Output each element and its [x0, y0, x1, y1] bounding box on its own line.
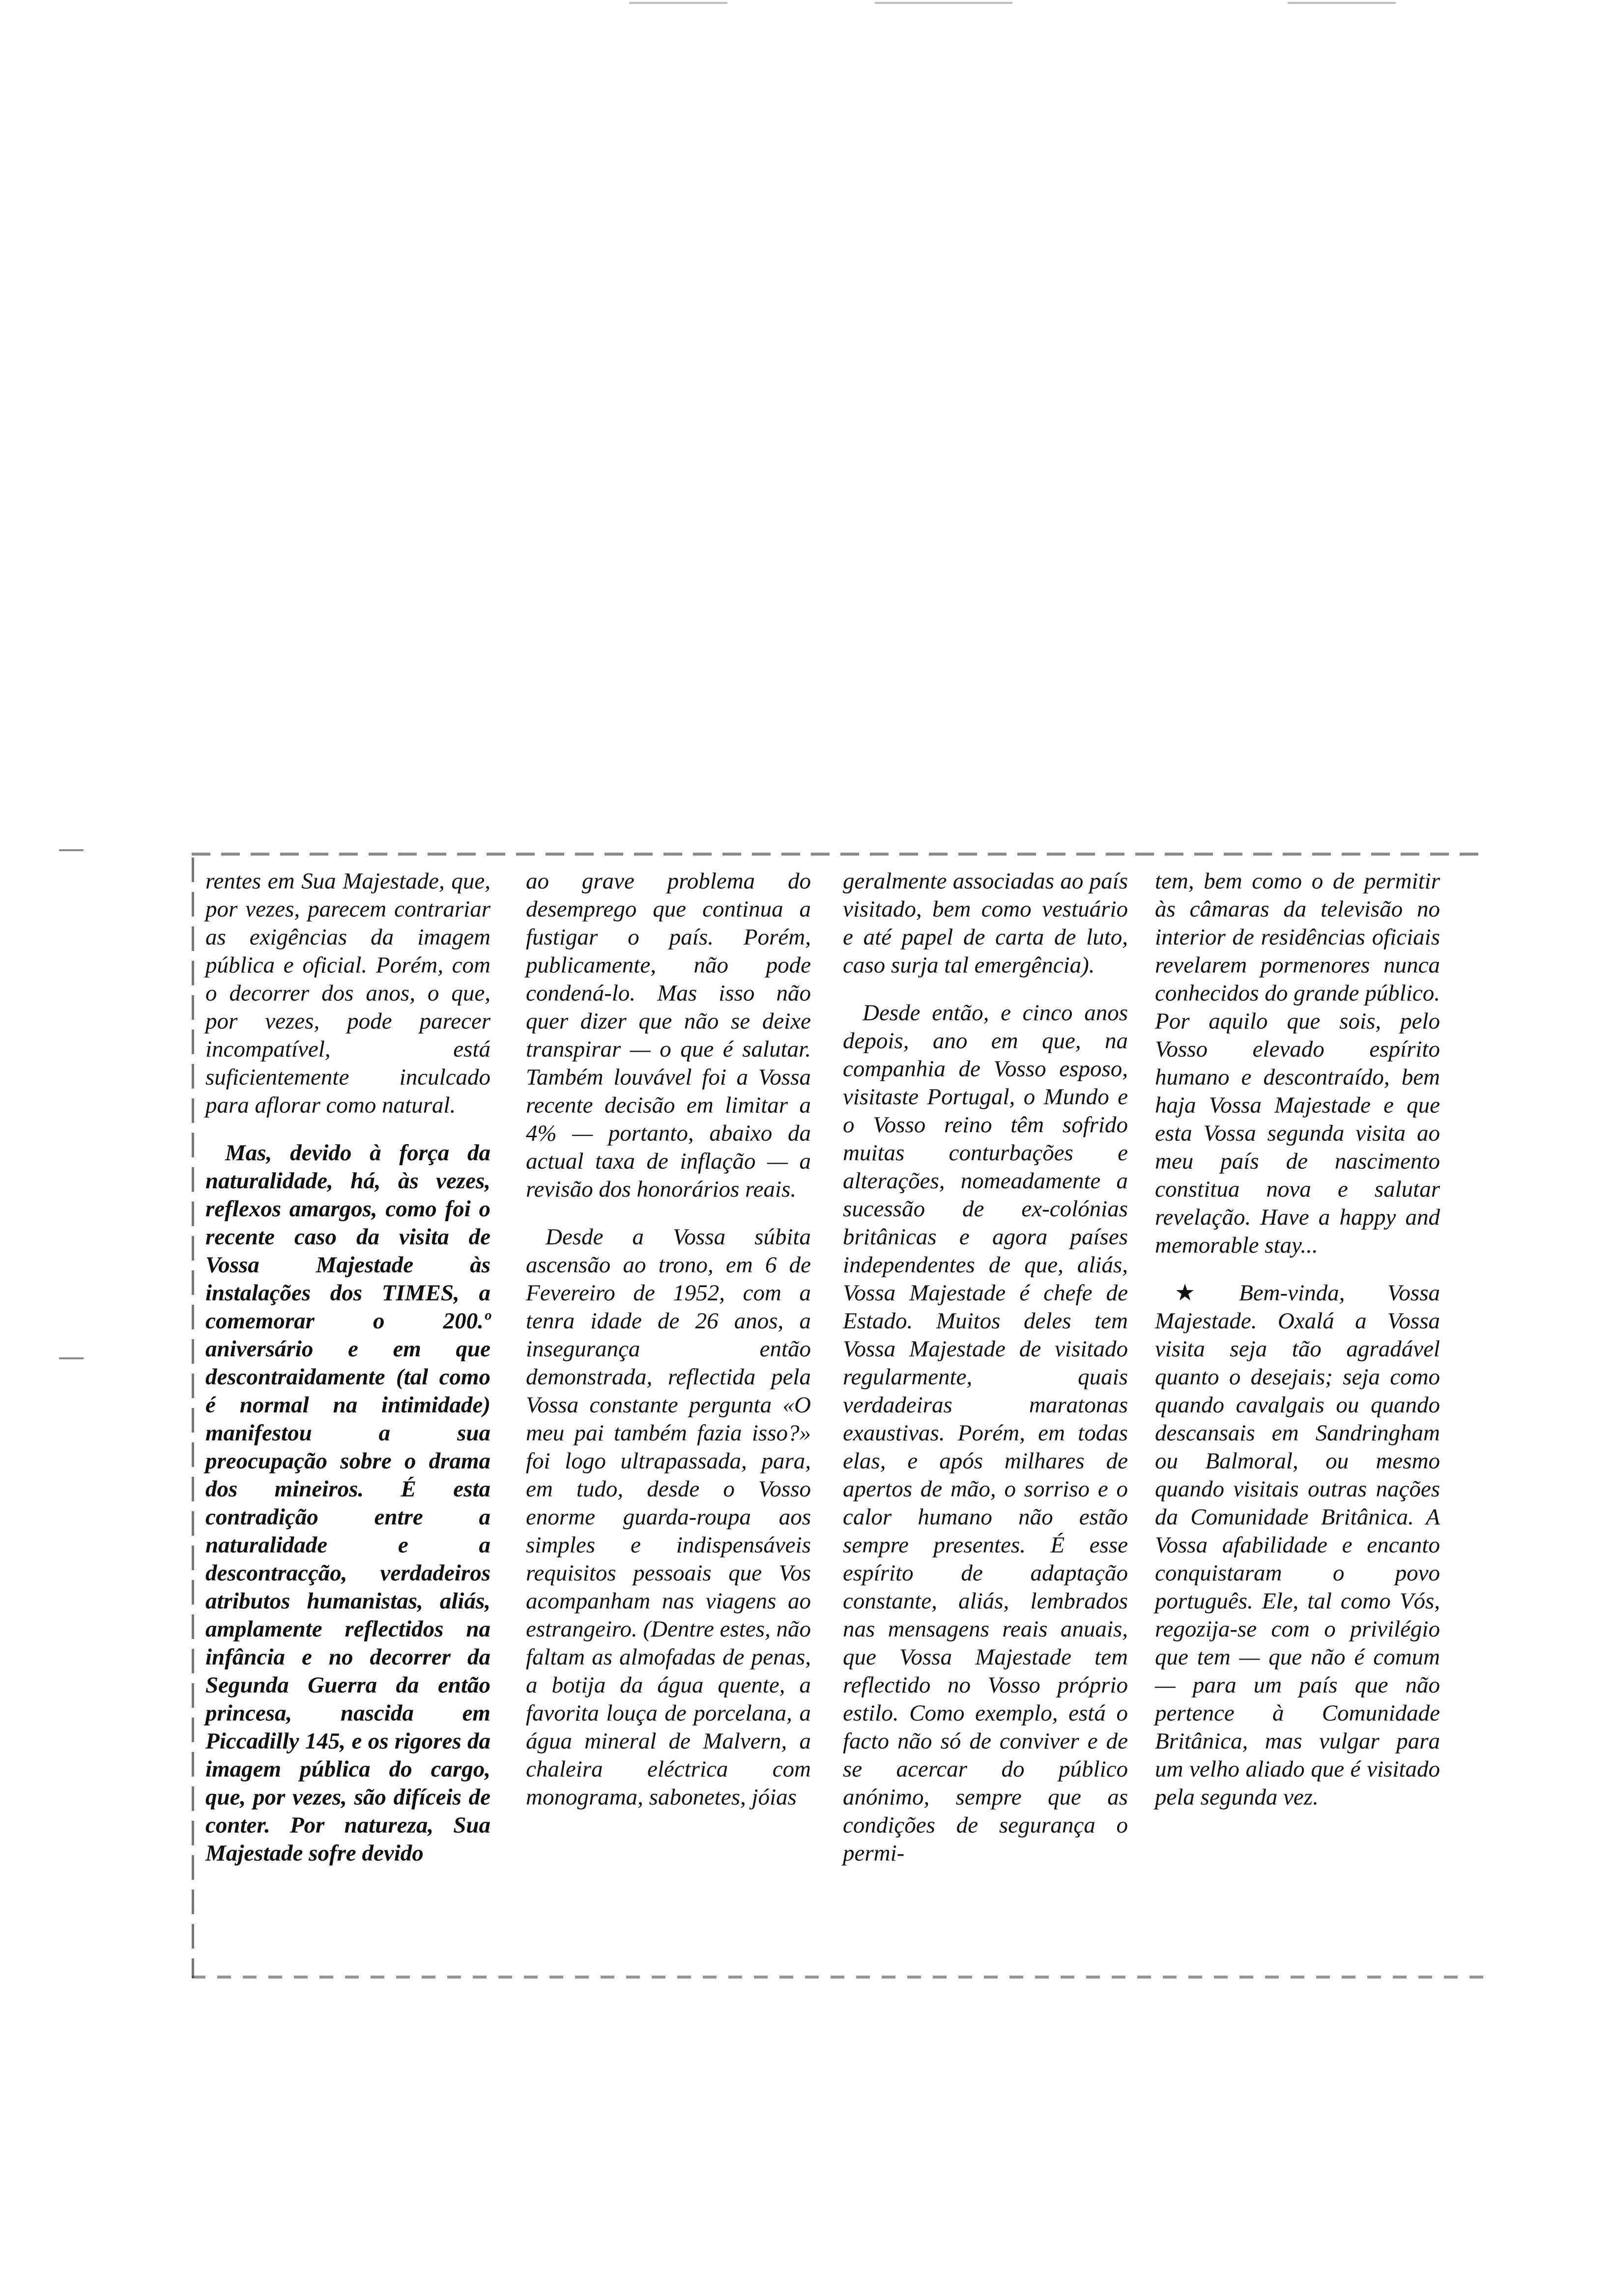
- article-column-2: [526, 867, 811, 1811]
- margin-tick-1: [59, 849, 84, 851]
- newspaper-clipping: [192, 853, 1489, 1983]
- column-4-paragraph-2: [1155, 1279, 1440, 1811]
- article-column-3: [843, 867, 1128, 1867]
- column-2-paragraph-2: Desde a Vossa súbita ascensão ao trono, em 6 de Fevereiro de 1952, com a tenra idade de 26 anos, a insegurança então demonstrada, reflectida pela Vossa constante pergunta «O meu pai também fazia isso?» foi logo ultrapassada, para, em tudo, desde o Vosso enorme guarda-roupa aos simples e indispensáveis requisitos pessoais que Vos acompanham nas viagens ao estrangeiro. (Dentre estes, não faltam as almofadas de penas, a botija da água quente, a favorita louça de porcelana, a água mineral de Malvern, a chaleira eléctrica com monograma, sabonetes, jóias: [526, 1224, 811, 1810]
- column-1-paragraph-1: rentes em Sua Majestade, que, por vezes, parecem contrariar as exigências da imagem pública e oficial. Porém, com o decorrer dos anos, o que, por vezes, pode parecer incompatível, está suficientemente inculcado para aflorar como natural.: [205, 868, 490, 1118]
- column-4-paragraph-2-text: Bem-vinda, Vossa Majestade. Oxalá a Vossa visita seja tão agradável quanto o desejais; seja como quando cavalgais ou quando descansais em Sandringham ou Balmoral, ou mesmo quando visitais outras nações da Comunidade Britânica. A Vossa afabilidade e encanto conquistaram o povo português. Ele, tal como Vós, regozija-se com o privilégio que tem — que não é comum — para um país que não pertence à Comunidade Britânica, mas vulgar para um velho aliado que é visitado pela segunda vez.: [1155, 1280, 1440, 1810]
- star-icon: ★: [1175, 1280, 1232, 1306]
- article-column-4: [1155, 867, 1440, 1811]
- clipping-left-edge: [192, 858, 194, 1978]
- scan-mark-top-3: [1288, 2, 1396, 4]
- scan-mark-top-1: [629, 2, 727, 4]
- article-column-1: [205, 867, 490, 1867]
- clipping-bottom-edge: [192, 1976, 1489, 1979]
- column-2-paragraph-1: ao grave problema do desemprego que continua a fustigar o país. Porém, publicamente, não pode condená-lo. Mas isso não quer dizer que não se deixe transpirar — o que é salutar. Também louvável foi a Vossa recente decisão em limitar a 4% — portanto, abaixo da actual taxa de inflação — a revisão dos honorários reais.: [526, 868, 811, 1202]
- scan-mark-top-2: [875, 2, 1012, 4]
- margin-tick-2: [59, 1357, 84, 1359]
- clipping-top-edge: [192, 853, 1489, 856]
- column-3-paragraph-2: Desde então, e cinco anos depois, ano em que, na companhia de Vosso esposo, visitaste Portugal, o Mundo e o Vosso reino têm sofrido muitas conturbações e alterações, nomeadamente a sucessão de ex-colónias britânicas e agora países independentes de que, aliás, Vossa Majestade é chefe de Estado. Muitos deles tem Vossa Majestade de visitado regularmente, quais verdadeiras maratonas exaustivas. Porém, em todas elas, e após milhares de apertos de mão, o sorriso e o calor humano não estão sempre presentes. É esse espírito de adaptação constante, aliás, lembrados nas mensagens reais anuais, que Vossa Majestade tem reflectido no Vosso próprio estilo. Como exemplo, está o facto não só de conviver e de se acercar do público anónimo, sempre que as condições de segurança o permi-: [843, 1000, 1128, 1866]
- column-3-paragraph-1: geralmente associadas ao país visitado, bem como vestuário e até papel de carta de luto, caso surja tal emergência).: [843, 868, 1128, 978]
- column-1-paragraph-2: Mas, devido à força da naturalidade, há, às vezes, reflexos amargos, como foi o recente caso da visita de Vossa Majestade às instalações dos TIMES, a comemorar o 200.º aniversário e em que descontraidamente (tal como é normal na intimidade) manifestou a sua preocupação sobre o drama dos mineiros. É esta contradição entre a naturalidade e a descontracção, verdadeiros atributos humanistas, aliás, amplamente reflectidos na infância e no decorrer da Segunda Guerra da então princesa, nascida em Piccadilly 145, e os rigores da imagem pública do cargo, que, por vezes, são difíceis de conter. Por natureza, Sua Majestade sofre devido: [205, 1140, 490, 1866]
- column-4-paragraph-1: tem, bem como o de permitir às câmaras da televisão no interior de residências oficiais revelarem pormenores nunca conhecidos do grande público. Por aquilo que sois, pelo Vosso elevado espírito humano e descontraído, bem haja Vossa Majestade e que esta Vossa segunda visita ao meu país de nascimento constitua nova e salutar revelação. Have a happy and memorable stay...: [1155, 868, 1440, 1258]
